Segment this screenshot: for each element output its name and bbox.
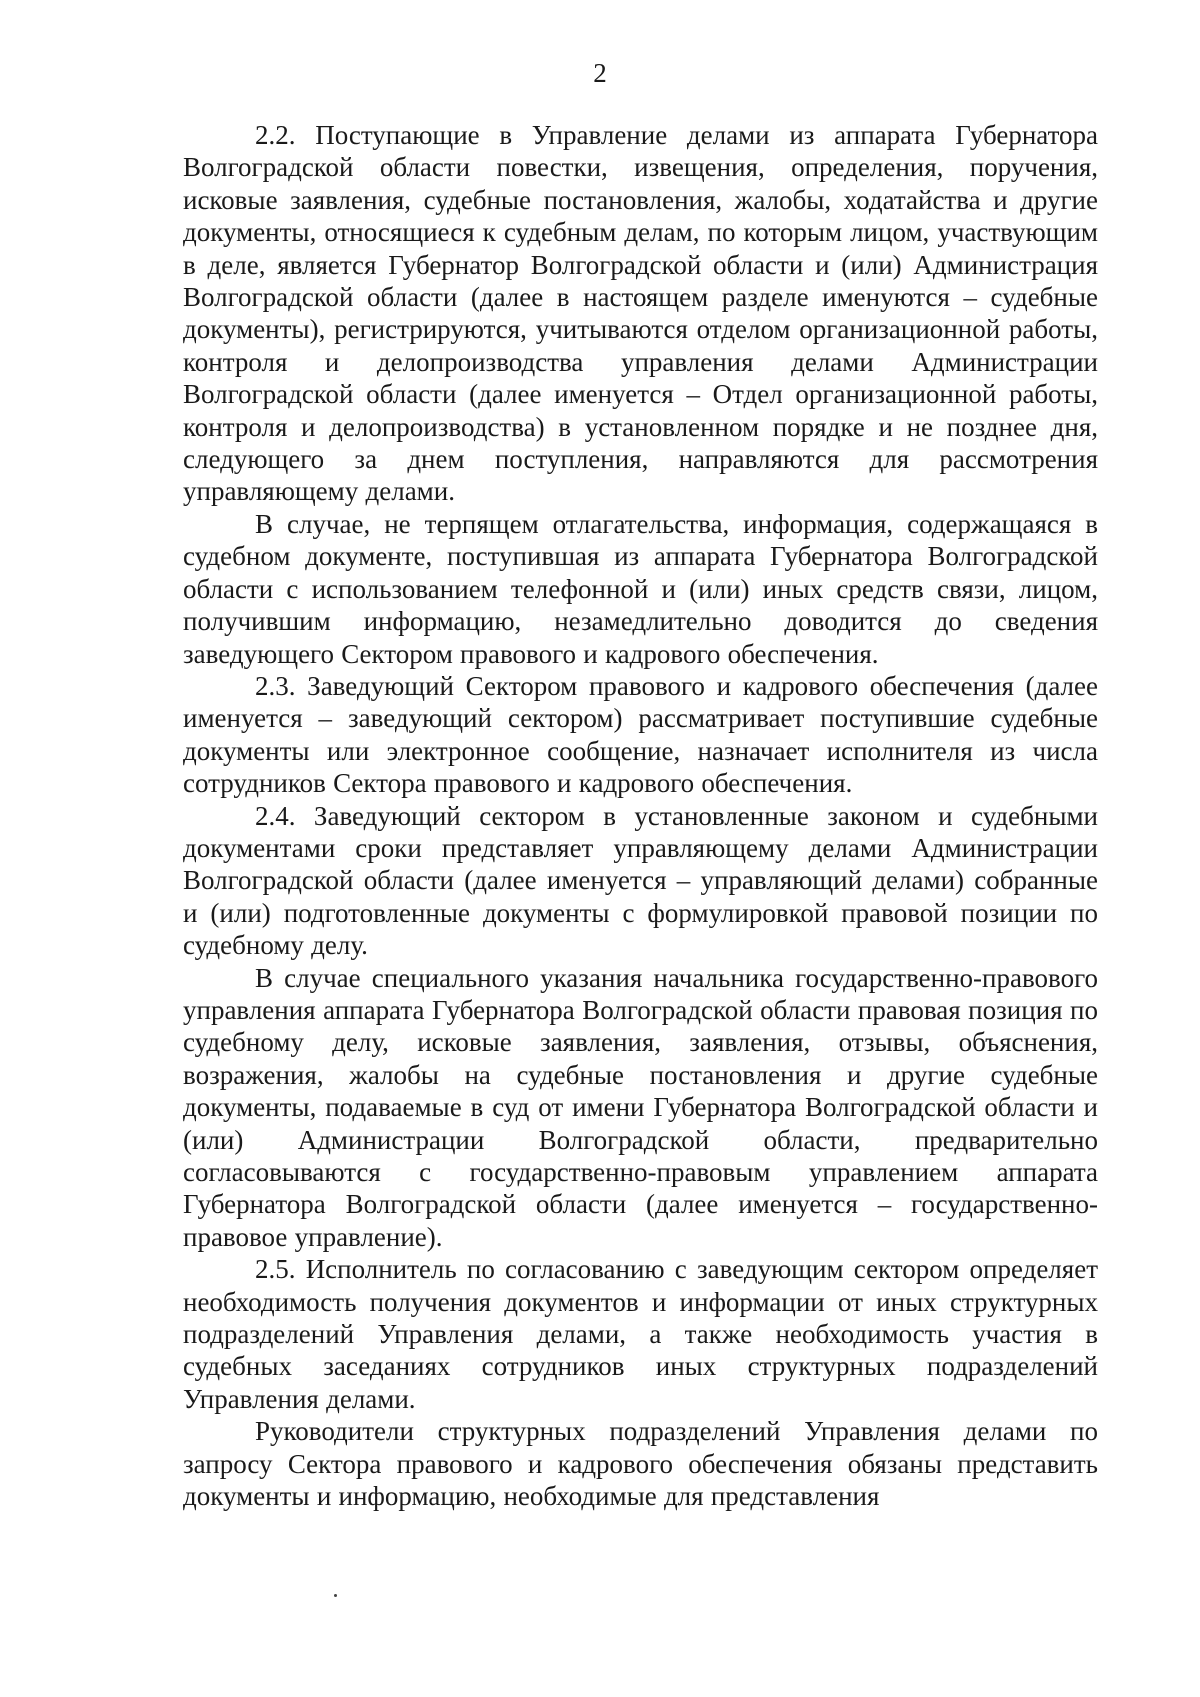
paragraph-2-2: 2.2. Поступающие в Управление делами из аппарата Губернатора Волгоградской области повестки, извещения, определения, поручения, исковые заявления, судебные постановления, жалобы, ходатайства и другие документы, относящиеся к судебным делам, по которым лицом, участвующим в деле, является Губернатор Волгоградской области и (или) Администрация Волгоградской области (далее в настоящем разделе именуются – судебные документы), регистрируются, учитываются отделом организационной работы, контроля и делопроизводства управления делами Администрации Волгоградской области (далее именуется – Отдел организационной работы, контроля и делопроизводства) в установленном порядке и не позднее дня, следующего за днем поступления, направляются для рассмотрения управляющему делами. — [183, 120, 1098, 507]
paragraph-special-instruction: В случае специального указания начальника государственно-правового управления аппарата Губернатора Волгоградской области правовая позиция по судебному делу, исковые заявления, заявления, отзывы, объяснения, возражения, жалобы на судебные постановления и другие судебные документы, подаваемые в суд от имени Губернатора Волгоградской области и (или) Администрации Волгоградской области, предварительно согласовываются с государственно-правовым управлением аппарата Губернатора Волгоградской области (далее именуется – государственно-правовое управление). — [183, 962, 1098, 1252]
page-number: 2 — [593, 58, 607, 88]
paragraph-2-3: 2.3. Заведующий Сектором правового и кадрового обеспечения (далее именуется – заведующий сектором) рассматривает поступившие судебные документы или электронное сообщение, назначает исполнителя из числа сотрудников Сектора правового и кадрового обеспечения. — [183, 670, 1098, 799]
paragraph-2-4: 2.4. Заведующий сектором в установленные законом и судебными документами сроки представляет управляющему делами Администрации Волгоградской области (далее именуется – управляющий делами) собранные и (или) подготовленные документы с формулировкой правовой позиции по судебному делу. — [183, 800, 1098, 961]
paragraph-urgent-info: В случае, не терпящем отлагательства, информация, содержащаяся в судебном документе, поступившая из аппарата Губернатора Волгоградской области с использованием телефонной и (или) иных средств связи, лицом, получившим информацию, незамедлительно доводится до сведения заведующего Сектором правового и кадрового обеспечения. — [183, 508, 1098, 669]
paragraph-2-5: 2.5. Исполнитель по согласованию с заведующим сектором определяет необходимость получения документов и информации от иных структурных подразделений Управления делами, а также необходимость участия в судебных заседаниях сотрудников иных структурных подразделений Управления делами. — [183, 1254, 1098, 1414]
document-body — [183, 119, 1098, 1512]
scan-speck — [334, 1594, 337, 1597]
paragraph-heads-of-units: Руководители структурных подразделений Управления делами по запросу Сектора правового и кадрового обеспечения обязаны представить документы и информацию, необходимые для представления — [183, 1416, 1098, 1512]
